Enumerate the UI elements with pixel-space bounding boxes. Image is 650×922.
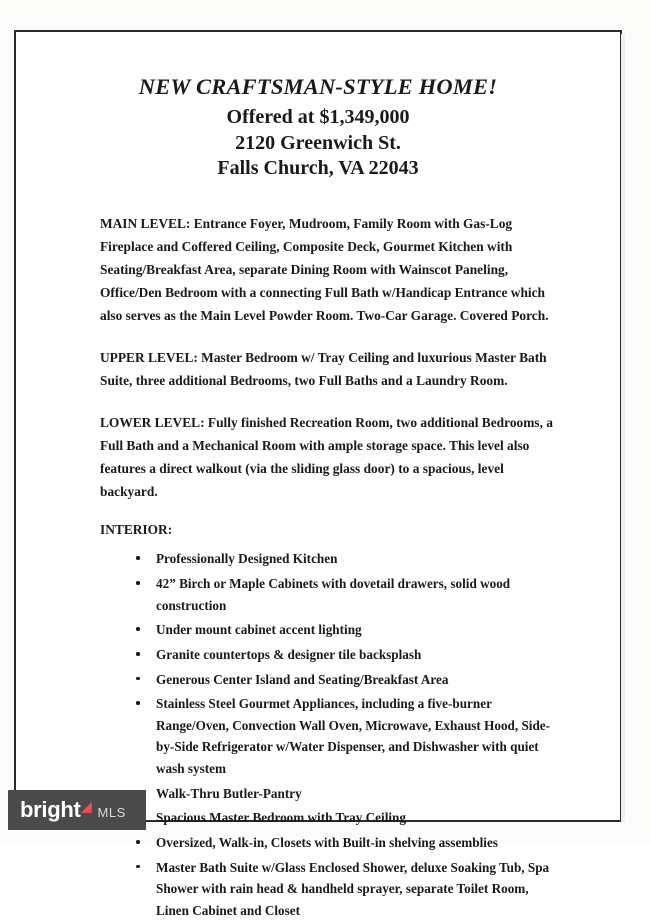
page-title: NEW CRAFTSMAN-STYLE HOME! <box>138 74 498 99</box>
list-item <box>136 548 554 570</box>
list-item-label: Oversized, Walk-in, Closets with Built-in shelving assemblies <box>156 834 498 850</box>
paragraph-upper-level: UPPER LEVEL: Master Bedroom w/ Tray Ceiling and luxurious Master Bath Suite, three additional Bedrooms, two Full Baths and a Laundry Room. <box>100 350 547 389</box>
list-item-label: Under mount cabinet accent lighting <box>156 622 362 638</box>
flyer-sheet <box>14 30 622 918</box>
bullet-dot-icon <box>136 652 140 656</box>
bullet-dot-icon <box>136 556 140 560</box>
list-item <box>136 832 554 854</box>
bullet-dot-icon <box>136 865 140 869</box>
city-state-zip-line: Falls Church, VA 22043 <box>217 157 419 180</box>
list-item-label: Walk-Thru Butler-Pantry <box>156 785 302 801</box>
watermark-suffix-label: MLS <box>97 805 126 820</box>
watermark-tick-icon: ◢ <box>81 798 92 814</box>
list-item <box>136 693 554 780</box>
bullet-dot-icon <box>136 677 140 681</box>
list-item-label: Master Bath Suite w/Glass Enclosed Shower, deluxe Soaking Tub, Spa Shower with rain head & handheld sprayer, separate Toilet Room, Linen Cabinet and Closet <box>156 859 550 918</box>
list-item <box>136 807 554 829</box>
flyer-heading <box>56 74 580 182</box>
price-line: Offered at $1,349,000 <box>226 106 410 128</box>
list-item <box>136 857 554 922</box>
list-item-label: Generous Center Island and Seating/Breakfast Area <box>156 671 449 687</box>
paragraph-main-level: MAIN LEVEL: Entrance Foyer, Mudroom, Family Room with Gas-Log Fireplace and Coffered Ceiling, Composite Deck, Gourmet Kitchen with Seating/Breakfast Area, separate Dining Room with Wainscot Paneling, Office/Den Bedroom with a connecting Full Bath w/Handicap Entrance which also serves as the Main Level Powder Room. Two-Car Garage. Covered Porch. <box>100 215 549 323</box>
address-line: 2120 Greenwich St. <box>235 131 401 154</box>
list-item-label: Granite countertops & designer tile backsplash <box>156 646 422 662</box>
watermark-brand-label: bright <box>20 797 81 822</box>
list-item <box>136 783 554 805</box>
interior-feature-list <box>97 548 554 921</box>
bullet-dot-icon <box>136 701 140 705</box>
flyer-content <box>16 32 620 918</box>
list-item-label: Stainless Steel Gourmet Appliances, including a five-burner Range/Oven, Convection Wall Oven, Microwave, Exhaust Hood, Side-by-Side Refrigerator w/Water Dispenser, and Dishwasher with quiet wash system <box>156 696 551 777</box>
interior-heading: INTERIOR: <box>100 522 173 538</box>
list-item <box>136 619 554 641</box>
list-item-label: 42” Birch or Maple Cabinets with dovetail drawers, solid wood construction <box>156 575 511 613</box>
list-item-label: Professionally Designed Kitchen <box>156 551 338 567</box>
bullet-dot-icon <box>136 627 140 631</box>
list-item <box>136 669 554 691</box>
list-item <box>136 644 554 666</box>
bright-mls-watermark <box>8 790 146 830</box>
paragraph-lower-level: LOWER LEVEL: Fully finished Recreation Room, two additional Bedrooms, a Full Bath and a Mechanical Room with ample storage space. This level also features a direct walkout (via the sliding glass door) to a spacious, level backyard. <box>100 415 553 500</box>
bullet-dot-icon <box>136 581 140 585</box>
list-item-label: Spacious Master Bedroom with Tray Ceiling <box>156 810 406 826</box>
list-item <box>136 573 554 616</box>
